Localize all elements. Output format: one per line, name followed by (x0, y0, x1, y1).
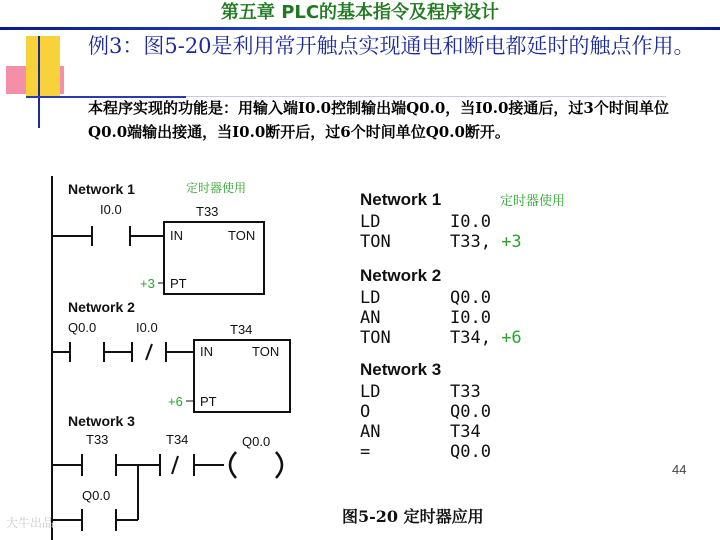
timer2-in: IN (200, 344, 213, 359)
stl-operand: T33 (450, 382, 481, 402)
timer1-label: T33 (196, 204, 219, 219)
stl-listing (360, 190, 620, 462)
stl-opcode: LD (360, 288, 381, 308)
timer2-pt: PT (200, 394, 217, 409)
stl-instruction (360, 288, 620, 308)
network3-branch-label: Q0.0 (82, 488, 111, 503)
stl-opcode: O (360, 402, 371, 422)
stl-preset: +6 (490, 328, 522, 348)
stl-operand: I0.0 (450, 308, 491, 328)
stl-opcode: AN (360, 308, 381, 328)
stl-operand: Q0.0 (450, 442, 491, 462)
stl-opcode: LD (360, 382, 381, 402)
timer1-ton: TON (228, 228, 256, 243)
page-number: 44 (672, 462, 687, 477)
stl-network-3 (360, 360, 620, 462)
coil-right (276, 452, 282, 478)
coil-left (230, 452, 236, 478)
timer2-pt-value: +6 (168, 394, 183, 409)
stl-opcode: = (360, 442, 371, 462)
network1-title: Network 1 (68, 181, 135, 197)
timer2-ton: TON (252, 344, 280, 359)
stl-instruction (360, 232, 620, 252)
example-heading: 例3：图5-20是利用常开触点实现通电和断电都延时的触点作用。 (88, 34, 695, 58)
stl-operand: Q0.0 (450, 288, 491, 308)
stl-opcode: TON (360, 328, 391, 348)
stl-operand: Q0.0 (450, 402, 491, 422)
stl-network-note: 定时器使用 (500, 194, 566, 209)
network3-title: Network 3 (68, 413, 135, 429)
stl-operand: I0.0 (450, 212, 491, 232)
timer1-in: IN (170, 228, 183, 243)
stl-operand: T33, (450, 232, 491, 252)
network3-coil-label: Q0.0 (242, 434, 271, 449)
stl-instruction (360, 422, 620, 442)
timer1-pt-value: +3 (140, 276, 155, 291)
network1-contact-label: I0.0 (100, 202, 122, 217)
stl-instruction (360, 402, 620, 422)
stl-instruction (360, 328, 620, 348)
network3-contact1-label: T33 (86, 432, 109, 447)
stl-instruction (360, 212, 620, 232)
network2-title: Network 2 (68, 299, 135, 315)
network2-contact2-label: I0.0 (136, 320, 158, 335)
stl-network-title: Network 3 (360, 360, 442, 379)
timer2-label: T34 (230, 322, 253, 337)
stl-network-title: Network 1 定时器使用 (360, 190, 566, 209)
figure-caption: 图5-20 定时器应用 (342, 507, 484, 526)
chapter-title: 第五章 PLC的基本指令及程序设计 (220, 2, 500, 23)
stl-instruction (360, 382, 620, 402)
stl-network-title: Network 2 (360, 266, 442, 285)
stl-instruction (360, 308, 620, 328)
network2-contact1-label: Q0.0 (68, 320, 97, 335)
network1-note: 定时器使用 (186, 181, 247, 195)
watermark: 大牛出品 (6, 516, 55, 530)
stl-network-1 (360, 190, 620, 252)
timer1-pt: PT (170, 276, 187, 291)
network3-contact2-label: T34 (166, 432, 189, 447)
stl-preset: +3 (490, 232, 522, 252)
stl-operand: T34, (450, 328, 491, 348)
stl-instruction (360, 442, 620, 462)
stl-network-2 (360, 266, 620, 348)
stl-opcode: TON (360, 232, 391, 252)
stl-operand: T34 (450, 422, 481, 442)
stl-opcode: AN (360, 422, 381, 442)
program-description: 本程序实现的功能是：用输入端I0.0控制输出端Q0.0，当I0.0接通后，过3个时间单位Q0.0端输出接通，当I0.0断开后，过6个时间单位Q0.0断开。 (88, 99, 669, 141)
stl-opcode: LD (360, 212, 381, 232)
